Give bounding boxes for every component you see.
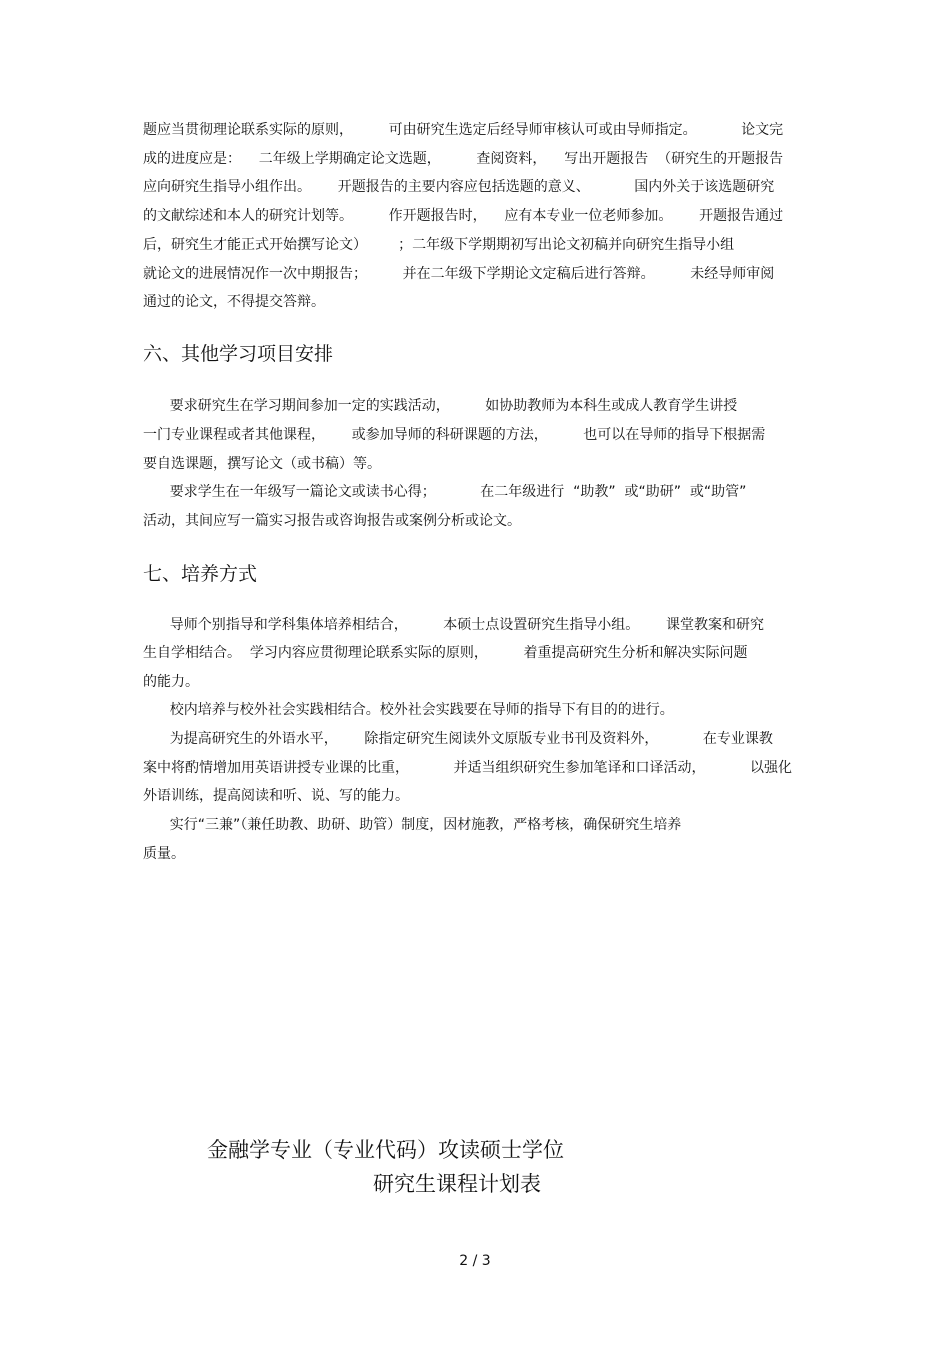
paragraph-line: 要自选课题，撰写论文（或书稿）等。 [143, 456, 381, 472]
paragraph-line: 质量。 [143, 846, 185, 862]
paragraph-line: 要求研究生在学习期间参加一定的实践活动， 如协助教师为本科生或成人教育学生讲授 [143, 398, 738, 414]
paragraph-line: 为提高研究生的外语水平， 除指定研究生阅读外文原版专业书刊及资料外， 在专业课教 [143, 731, 773, 747]
paragraph-line: 成的进度应是： 二年级上学期确定论文选题， 查阅资料， 写出开题报告 （研究生的开题报告 [143, 151, 784, 167]
paragraph-line: 的文献综述和本人的研究计划等。 作开题报告时， 应有本专业一位老师参加。 开题报告通过 [143, 208, 784, 224]
page-number: 2 / 3 [459, 1253, 491, 1269]
paragraph-line: 一门专业课程或者其他课程， 或参加导师的科研课题的方法， 也可以在导师的指导下根据需 [143, 427, 766, 443]
paragraph-line: 的能力。 [143, 674, 199, 690]
paragraph-line: 应向研究生指导小组作出。 开题报告的主要内容应包括选题的意义、 国内外关于该选题研究 [143, 179, 775, 195]
course-plan-title-line2: 研究生课程计划表 [373, 1172, 541, 1196]
paragraph-line: 题应当贯彻理论联系实际的原则， 可由研究生选定后经导师审核认可或由导师指定。 论文完 [143, 122, 784, 138]
paragraph-line: 通过的论文，不得提交答辩。 [143, 294, 325, 310]
paragraph-line: 活动，其间应写一篇实习报告或咨询报告或案例分析或论文。 [143, 513, 521, 529]
paragraph-line: 实行“三兼”（兼任助教、助研、助管）制度，因材施教，严格考核，确保研究生培养 [143, 817, 682, 833]
paragraph-line: 外语训练，提高阅读和听、说、写的能力。 [143, 788, 409, 804]
paragraph-line: 生自学相结合。 学习内容应贯彻理论联系实际的原则， 着重提高研究生分析和解决实际问题 [143, 645, 748, 661]
section-heading: 六、其他学习项目安排 [143, 343, 334, 365]
paragraph-line: 导师个别指导和学科集体培养相结合， 本硕士点设置研究生指导小组。 课堂教案和研究 [143, 617, 765, 633]
paragraph-line: 就论文的进展情况作一次中期报告； 并在二年级下学期论文定稿后进行答辩。 未经导师审阅 [143, 266, 775, 282]
paragraph-line: 案中将酌情增加用英语讲授专业课的比重， 并适当组织研究生参加笔译和口译活动， 以强化 [143, 760, 793, 776]
paragraph-line: 校内培养与校外社会实践相结合。校外社会实践要在导师的指导下有目的的进行。 [143, 702, 674, 718]
course-plan-title-line1: 金融学专业（专业代码）攻读硕士学位 [207, 1138, 564, 1162]
paragraph-line: 要求学生在一年级写一篇论文或读书心得； 在二年级进行 “助教” 或“助研” 或“助管” [143, 484, 747, 500]
paragraph-line: 后，研究生才能正式开始撰写论文） ；二年级下学期期初写出论文初稿并向研究生指导小组 [143, 237, 735, 253]
section-heading: 七、培养方式 [143, 563, 258, 585]
